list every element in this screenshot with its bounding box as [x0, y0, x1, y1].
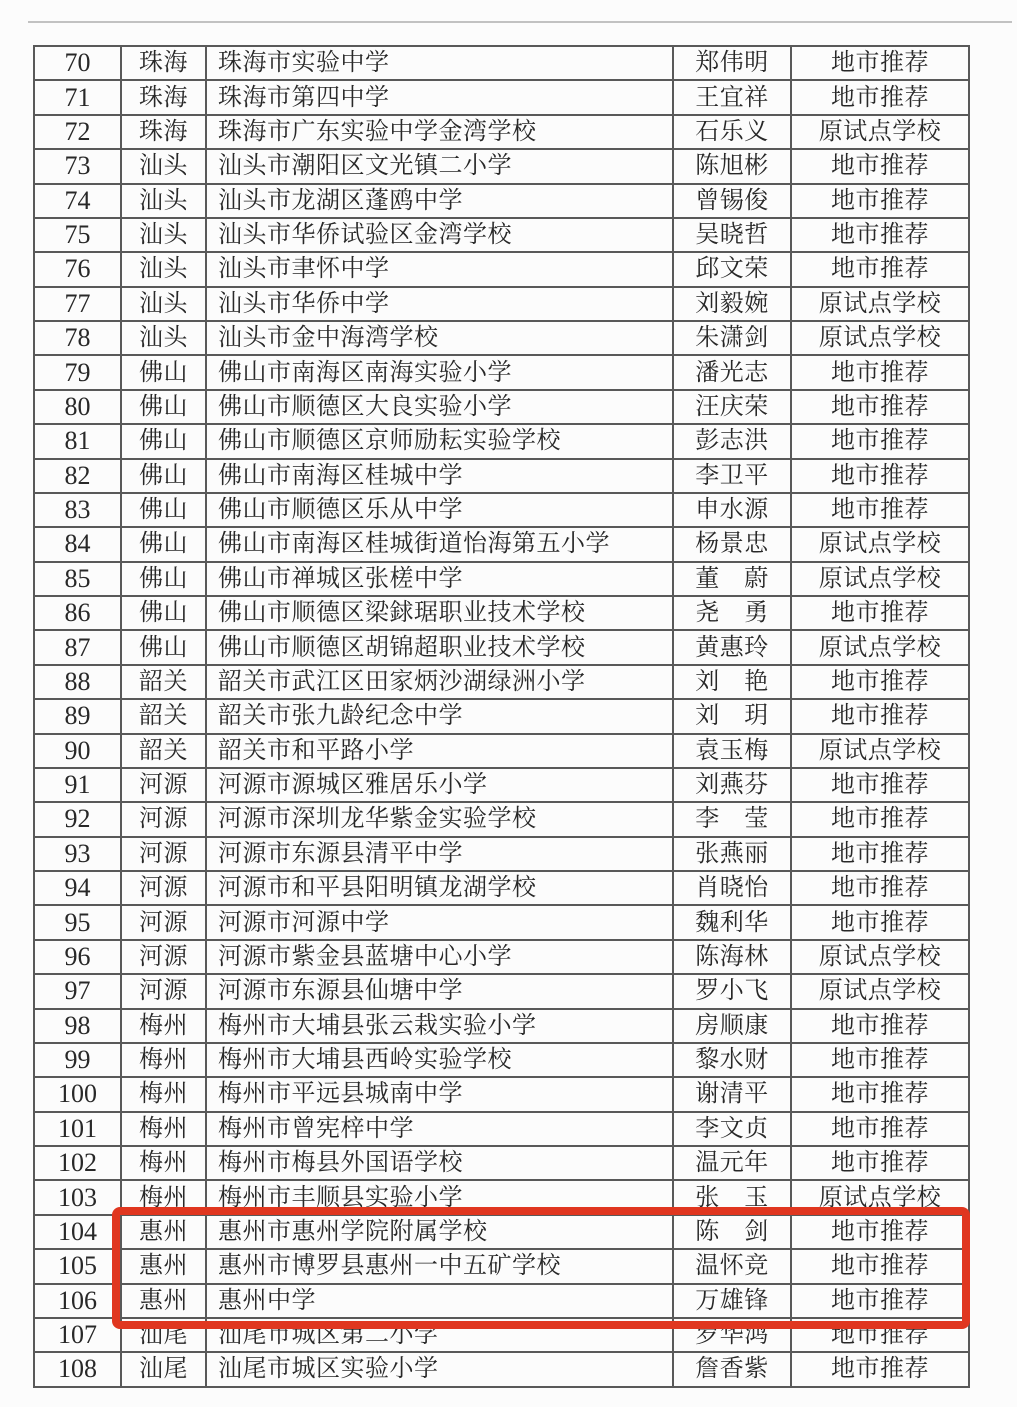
school-name-cell: 惠州中学 — [207, 1285, 674, 1319]
school-name-cell: 河源市深圳龙华紫金实验学校 — [207, 803, 674, 837]
city-cell: 河源 — [122, 838, 207, 872]
school-name-cell: 汕尾市城区第二小学 — [207, 1319, 674, 1353]
cutoff-gridline-top — [28, 21, 1012, 23]
row-number-cell: 90 — [35, 735, 122, 769]
person-name-cell: 朱潇剑 — [674, 322, 792, 356]
row-number-cell: 82 — [35, 460, 122, 494]
table-row — [35, 975, 970, 1009]
row-number-cell: 73 — [35, 150, 122, 184]
school-name-cell: 佛山市南海区桂城街道怡海第五小学 — [207, 528, 674, 562]
row-number-cell: 95 — [35, 906, 122, 940]
row-number-cell: 80 — [35, 391, 122, 425]
person-name-cell: 詹香紫 — [674, 1353, 792, 1387]
table-row — [35, 1216, 970, 1250]
person-name-cell: 肖晓怡 — [674, 872, 792, 906]
category-cell: 地市推荐 — [792, 666, 970, 700]
table-row — [35, 872, 970, 906]
table-row — [35, 941, 970, 975]
row-number-cell: 103 — [35, 1181, 122, 1215]
row-number-cell: 88 — [35, 666, 122, 700]
person-name-cell: 曾锡俊 — [674, 185, 792, 219]
category-cell: 地市推荐 — [792, 460, 970, 494]
school-name-cell: 佛山市顺德区京师励耘实验学校 — [207, 425, 674, 459]
school-name-cell: 梅州市平远县城南中学 — [207, 1078, 674, 1112]
category-cell: 原试点学校 — [792, 631, 970, 665]
table-row — [35, 1147, 970, 1181]
table-row — [35, 1113, 970, 1147]
table-row — [35, 838, 970, 872]
row-number-cell: 70 — [35, 47, 122, 81]
city-cell: 汕头 — [122, 150, 207, 184]
city-cell: 汕头 — [122, 322, 207, 356]
school-name-cell: 佛山市顺德区大良实验小学 — [207, 391, 674, 425]
city-cell: 河源 — [122, 975, 207, 1009]
category-cell: 原试点学校 — [792, 322, 970, 356]
city-cell: 佛山 — [122, 563, 207, 597]
school-name-cell: 韶关市武江区田家炳沙湖绿洲小学 — [207, 666, 674, 700]
school-name-cell: 河源市源城区雅居乐小学 — [207, 769, 674, 803]
table-row — [35, 1010, 970, 1044]
school-name-cell: 汕尾市城区实验小学 — [207, 1353, 674, 1387]
category-cell: 地市推荐 — [792, 81, 970, 115]
category-cell: 地市推荐 — [792, 1250, 970, 1284]
school-name-cell: 佛山市顺德区梁銶琚职业技术学校 — [207, 597, 674, 631]
row-number-cell: 81 — [35, 425, 122, 459]
school-name-cell: 珠海市实验中学 — [207, 47, 674, 81]
category-cell: 地市推荐 — [792, 391, 970, 425]
person-name-cell: 刘燕芬 — [674, 769, 792, 803]
city-cell: 佛山 — [122, 494, 207, 528]
category-cell: 地市推荐 — [792, 1078, 970, 1112]
person-name-cell: 刘 玥 — [674, 700, 792, 734]
school-name-cell: 河源市东源县仙塘中学 — [207, 975, 674, 1009]
row-number-cell: 74 — [35, 185, 122, 219]
category-cell: 地市推荐 — [792, 494, 970, 528]
table-row — [35, 288, 970, 322]
school-name-cell: 惠州市惠州学院附属学校 — [207, 1216, 674, 1250]
person-name-cell: 尧 勇 — [674, 597, 792, 631]
city-cell: 佛山 — [122, 631, 207, 665]
table-row — [35, 460, 970, 494]
city-cell: 韶关 — [122, 666, 207, 700]
school-name-cell: 佛山市禅城区张槎中学 — [207, 563, 674, 597]
school-name-cell: 梅州市大埔县西岭实验学校 — [207, 1044, 674, 1078]
table-row — [35, 116, 970, 150]
table-row — [35, 253, 970, 287]
table-row — [35, 1078, 970, 1112]
school-name-cell: 佛山市顺德区乐从中学 — [207, 494, 674, 528]
city-cell: 河源 — [122, 872, 207, 906]
table-row — [35, 597, 970, 631]
school-name-cell: 韶关市张九龄纪念中学 — [207, 700, 674, 734]
row-number-cell: 75 — [35, 219, 122, 253]
person-name-cell: 邱文荣 — [674, 253, 792, 287]
person-name-cell: 吴晓哲 — [674, 219, 792, 253]
person-name-cell: 李文贞 — [674, 1113, 792, 1147]
person-name-cell: 罗华鸿 — [674, 1319, 792, 1353]
category-cell: 地市推荐 — [792, 1113, 970, 1147]
row-number-cell: 91 — [35, 769, 122, 803]
school-name-cell: 韶关市和平路小学 — [207, 735, 674, 769]
row-number-cell: 104 — [35, 1216, 122, 1250]
table-row — [35, 47, 970, 81]
table-row — [35, 81, 970, 115]
city-cell: 河源 — [122, 906, 207, 940]
category-cell: 地市推荐 — [792, 803, 970, 837]
category-cell: 地市推荐 — [792, 356, 970, 390]
person-name-cell: 黎水财 — [674, 1044, 792, 1078]
person-name-cell: 房顺康 — [674, 1010, 792, 1044]
city-cell: 汕尾 — [122, 1353, 207, 1387]
table-row — [35, 1285, 970, 1319]
school-name-cell: 惠州市博罗县惠州一中五矿学校 — [207, 1250, 674, 1284]
person-name-cell: 杨景忠 — [674, 528, 792, 562]
row-number-cell: 99 — [35, 1044, 122, 1078]
row-number-cell: 96 — [35, 941, 122, 975]
row-number-cell: 79 — [35, 356, 122, 390]
city-cell: 惠州 — [122, 1285, 207, 1319]
row-number-cell: 77 — [35, 288, 122, 322]
city-cell: 梅州 — [122, 1010, 207, 1044]
category-cell: 地市推荐 — [792, 1353, 970, 1387]
row-number-cell: 86 — [35, 597, 122, 631]
school-name-cell: 梅州市丰顺县实验小学 — [207, 1181, 674, 1215]
table-row — [35, 1181, 970, 1215]
person-name-cell: 王宜祥 — [674, 81, 792, 115]
row-number-cell: 97 — [35, 975, 122, 1009]
category-cell: 地市推荐 — [792, 597, 970, 631]
person-name-cell: 万雄锋 — [674, 1285, 792, 1319]
row-number-cell: 92 — [35, 803, 122, 837]
person-name-cell: 陈海林 — [674, 941, 792, 975]
category-cell: 地市推荐 — [792, 769, 970, 803]
school-name-cell: 汕头市聿怀中学 — [207, 253, 674, 287]
school-name-cell: 梅州市曾宪梓中学 — [207, 1113, 674, 1147]
table-row — [35, 700, 970, 734]
school-name-cell: 梅州市梅县外国语学校 — [207, 1147, 674, 1181]
table-row — [35, 528, 970, 562]
category-cell: 地市推荐 — [792, 906, 970, 940]
city-cell: 佛山 — [122, 597, 207, 631]
table-row — [35, 1319, 970, 1353]
school-name-cell: 汕头市龙湖区蓬鸥中学 — [207, 185, 674, 219]
city-cell: 惠州 — [122, 1250, 207, 1284]
category-cell: 原试点学校 — [792, 528, 970, 562]
city-cell: 梅州 — [122, 1078, 207, 1112]
category-cell: 地市推荐 — [792, 1044, 970, 1078]
school-name-cell: 珠海市广东实验中学金湾学校 — [207, 116, 674, 150]
school-name-cell: 梅州市大埔县张云栽实验小学 — [207, 1010, 674, 1044]
school-name-cell: 汕头市金中海湾学校 — [207, 322, 674, 356]
category-cell: 地市推荐 — [792, 1319, 970, 1353]
city-cell: 佛山 — [122, 528, 207, 562]
table-row — [35, 356, 970, 390]
row-number-cell: 94 — [35, 872, 122, 906]
category-cell: 原试点学校 — [792, 288, 970, 322]
school-name-cell: 佛山市南海区南海实验小学 — [207, 356, 674, 390]
row-number-cell: 106 — [35, 1285, 122, 1319]
person-name-cell: 温怀竞 — [674, 1250, 792, 1284]
person-name-cell: 张燕丽 — [674, 838, 792, 872]
person-name-cell: 郑伟明 — [674, 47, 792, 81]
row-number-cell: 100 — [35, 1078, 122, 1112]
table-row — [35, 150, 970, 184]
row-number-cell: 102 — [35, 1147, 122, 1181]
city-cell: 惠州 — [122, 1216, 207, 1250]
city-cell: 梅州 — [122, 1044, 207, 1078]
person-name-cell: 申水源 — [674, 494, 792, 528]
row-number-cell: 101 — [35, 1113, 122, 1147]
row-number-cell: 108 — [35, 1353, 122, 1387]
person-name-cell: 袁玉梅 — [674, 735, 792, 769]
row-number-cell: 93 — [35, 838, 122, 872]
person-name-cell: 石乐义 — [674, 116, 792, 150]
city-cell: 梅州 — [122, 1181, 207, 1215]
city-cell: 佛山 — [122, 356, 207, 390]
city-cell: 梅州 — [122, 1113, 207, 1147]
category-cell: 地市推荐 — [792, 1285, 970, 1319]
category-cell: 地市推荐 — [792, 185, 970, 219]
row-number-cell: 87 — [35, 631, 122, 665]
school-name-cell: 河源市紫金县蓝塘中心小学 — [207, 941, 674, 975]
city-cell: 韶关 — [122, 735, 207, 769]
category-cell: 原试点学校 — [792, 116, 970, 150]
city-cell: 汕头 — [122, 253, 207, 287]
table-row — [35, 219, 970, 253]
school-name-cell: 汕头市华侨试验区金湾学校 — [207, 219, 674, 253]
table-row — [35, 322, 970, 356]
category-cell: 地市推荐 — [792, 838, 970, 872]
city-cell: 梅州 — [122, 1147, 207, 1181]
category-cell: 地市推荐 — [792, 150, 970, 184]
city-cell: 珠海 — [122, 116, 207, 150]
row-number-cell: 78 — [35, 322, 122, 356]
table-row — [35, 1044, 970, 1078]
city-cell: 佛山 — [122, 425, 207, 459]
category-cell: 原试点学校 — [792, 735, 970, 769]
table-row — [35, 735, 970, 769]
table-row — [35, 563, 970, 597]
row-number-cell: 85 — [35, 563, 122, 597]
city-cell: 珠海 — [122, 81, 207, 115]
school-name-cell: 汕头市潮阳区文光镇二小学 — [207, 150, 674, 184]
city-cell: 汕头 — [122, 288, 207, 322]
row-number-cell: 84 — [35, 528, 122, 562]
city-cell: 河源 — [122, 803, 207, 837]
category-cell: 地市推荐 — [792, 700, 970, 734]
person-name-cell: 刘毅婉 — [674, 288, 792, 322]
city-cell: 汕头 — [122, 219, 207, 253]
table-row — [35, 769, 970, 803]
category-cell: 原试点学校 — [792, 975, 970, 1009]
person-name-cell: 张 玉 — [674, 1181, 792, 1215]
category-cell: 原试点学校 — [792, 563, 970, 597]
row-number-cell: 71 — [35, 81, 122, 115]
school-name-cell: 珠海市第四中学 — [207, 81, 674, 115]
row-number-cell: 105 — [35, 1250, 122, 1284]
row-number-cell: 83 — [35, 494, 122, 528]
person-name-cell: 董 蔚 — [674, 563, 792, 597]
city-cell: 佛山 — [122, 391, 207, 425]
person-name-cell: 刘 艳 — [674, 666, 792, 700]
row-number-cell: 98 — [35, 1010, 122, 1044]
city-cell: 佛山 — [122, 460, 207, 494]
person-name-cell: 陈旭彬 — [674, 150, 792, 184]
person-name-cell: 汪庆荣 — [674, 391, 792, 425]
category-cell: 原试点学校 — [792, 941, 970, 975]
table-row — [35, 391, 970, 425]
school-name-cell: 河源市和平县阳明镇龙湖学校 — [207, 872, 674, 906]
person-name-cell: 魏利华 — [674, 906, 792, 940]
school-name-cell: 佛山市南海区桂城中学 — [207, 460, 674, 494]
table-row — [35, 631, 970, 665]
person-name-cell: 李卫平 — [674, 460, 792, 494]
category-cell: 地市推荐 — [792, 253, 970, 287]
person-name-cell: 彭志洪 — [674, 425, 792, 459]
category-cell: 地市推荐 — [792, 1010, 970, 1044]
person-name-cell: 罗小飞 — [674, 975, 792, 1009]
city-cell: 汕头 — [122, 185, 207, 219]
table-row — [35, 1353, 970, 1387]
school-name-cell: 河源市河源中学 — [207, 906, 674, 940]
city-cell: 珠海 — [122, 47, 207, 81]
row-number-cell: 76 — [35, 253, 122, 287]
row-number-cell: 89 — [35, 700, 122, 734]
category-cell: 地市推荐 — [792, 1147, 970, 1181]
city-cell: 汕尾 — [122, 1319, 207, 1353]
city-cell: 河源 — [122, 769, 207, 803]
row-number-cell: 72 — [35, 116, 122, 150]
category-cell: 地市推荐 — [792, 1216, 970, 1250]
category-cell: 地市推荐 — [792, 425, 970, 459]
row-number-cell: 107 — [35, 1319, 122, 1353]
school-name-cell: 佛山市顺德区胡锦超职业技术学校 — [207, 631, 674, 665]
table-row — [35, 666, 970, 700]
category-cell: 地市推荐 — [792, 219, 970, 253]
school-list-table — [33, 45, 970, 1388]
table-row — [35, 1250, 970, 1284]
city-cell: 韶关 — [122, 700, 207, 734]
school-name-cell: 河源市东源县清平中学 — [207, 838, 674, 872]
person-name-cell: 李 莹 — [674, 803, 792, 837]
person-name-cell: 温元年 — [674, 1147, 792, 1181]
table-row — [35, 906, 970, 940]
table-row — [35, 803, 970, 837]
category-cell: 地市推荐 — [792, 872, 970, 906]
table-row — [35, 425, 970, 459]
person-name-cell: 黄惠玲 — [674, 631, 792, 665]
school-name-cell: 汕头市华侨中学 — [207, 288, 674, 322]
category-cell: 地市推荐 — [792, 47, 970, 81]
table-row — [35, 185, 970, 219]
person-name-cell: 陈 剑 — [674, 1216, 792, 1250]
person-name-cell: 谢清平 — [674, 1078, 792, 1112]
person-name-cell: 潘光志 — [674, 356, 792, 390]
table-row — [35, 494, 970, 528]
category-cell: 原试点学校 — [792, 1181, 970, 1215]
city-cell: 河源 — [122, 941, 207, 975]
